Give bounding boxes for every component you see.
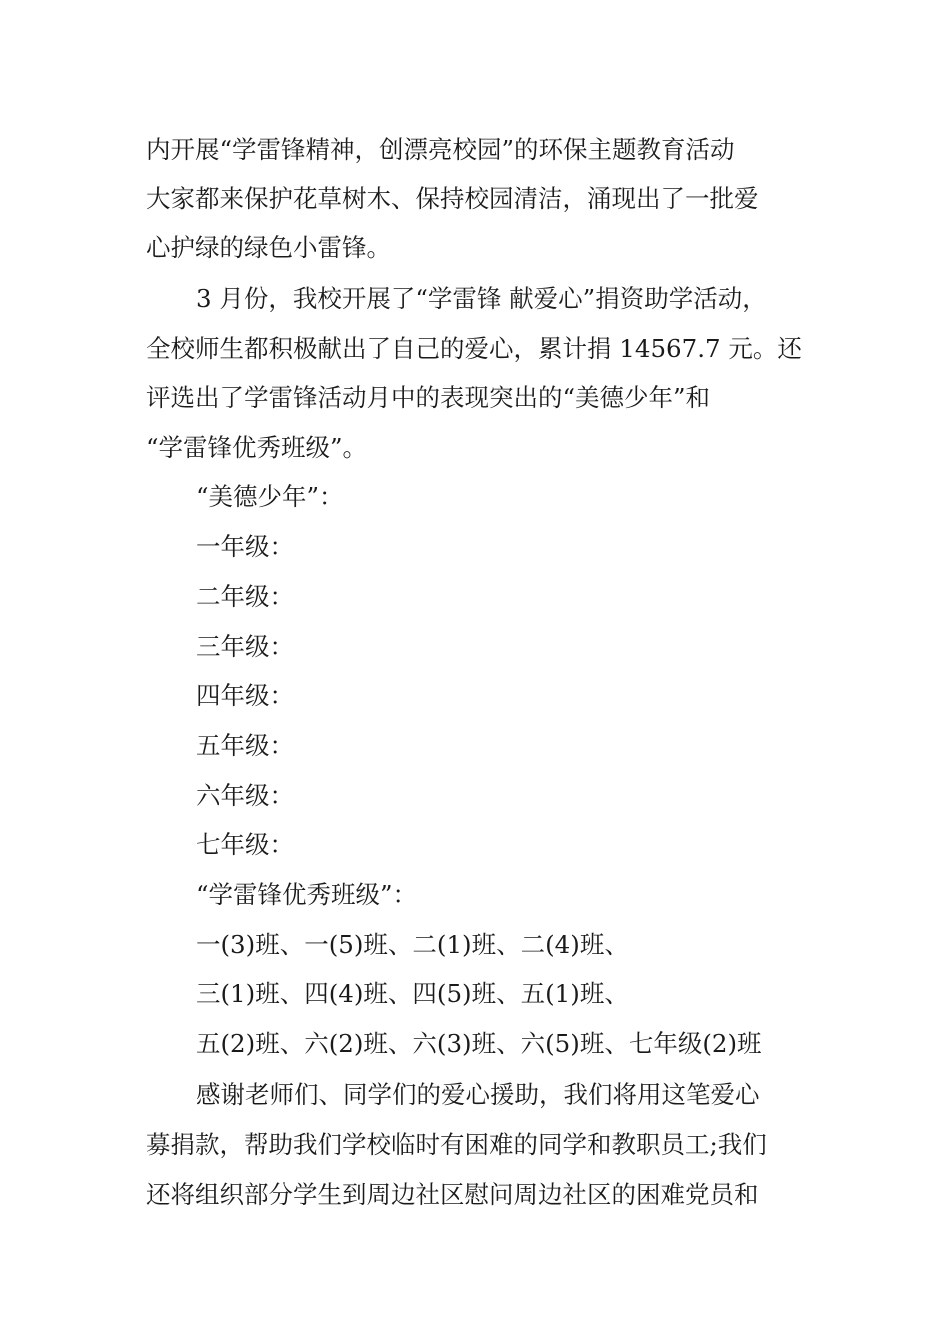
grade-6-label: 六年级：	[196, 781, 294, 810]
paragraph-3-line-1: 感谢老师们、同学们的爱心援助，我们将用这笔爱心	[196, 1080, 760, 1109]
paragraph-3-line-3: 还将组织部分学生到周边社区慰问周边社区的困难党员和	[146, 1180, 759, 1209]
class-list-line-3: 五(2)班、六(2)班、六(3)班、六(5)班、七年级(2)班	[196, 1029, 762, 1058]
grade-5-label: 五年级：	[196, 731, 294, 760]
grade-2-label: 二年级：	[196, 582, 294, 611]
paragraph-1-line-3: 心护绿的绿色小雷锋。	[146, 233, 391, 262]
class-list-line-1: 一(3)班、一(5)班、二(1)班、二(4)班、	[196, 930, 629, 959]
paragraph-2-line-1: 3 月份，我校开展了“学雷锋 献爱心”捐资助学活动，	[196, 284, 767, 313]
paragraph-2-line-4: “学雷锋优秀班级”。	[146, 433, 368, 462]
paragraph-1-line-1: 内开展“学雷锋精神，创漂亮校园”的环保主题教育活动	[146, 135, 735, 164]
virtue-youth-heading: “美德少年”：	[196, 482, 344, 511]
grade-7-label: 七年级：	[196, 830, 294, 859]
paragraph-1-line-2: 大家都来保护花草树木、保持校园清洁，涌现出了一批爱	[146, 184, 759, 213]
grade-3-label: 三年级：	[196, 632, 294, 661]
paragraph-2-line-3: 评选出了学雷锋活动月中的表现突出的“美德少年”和	[146, 383, 711, 412]
paragraph-2-line-2: 全校师生都积极献出了自己的爱心，累计捐 14567.7 元。还	[146, 334, 802, 363]
class-list-line-2: 三(1)班、四(4)班、四(5)班、五(1)班、	[196, 979, 629, 1008]
paragraph-3-line-2: 募捐款，帮助我们学校临时有困难的同学和教职员工;我们	[146, 1130, 767, 1159]
excellent-class-heading: “学雷锋优秀班级”：	[196, 880, 418, 909]
grade-4-label: 四年级：	[196, 681, 294, 710]
grade-1-label: 一年级：	[196, 532, 294, 561]
